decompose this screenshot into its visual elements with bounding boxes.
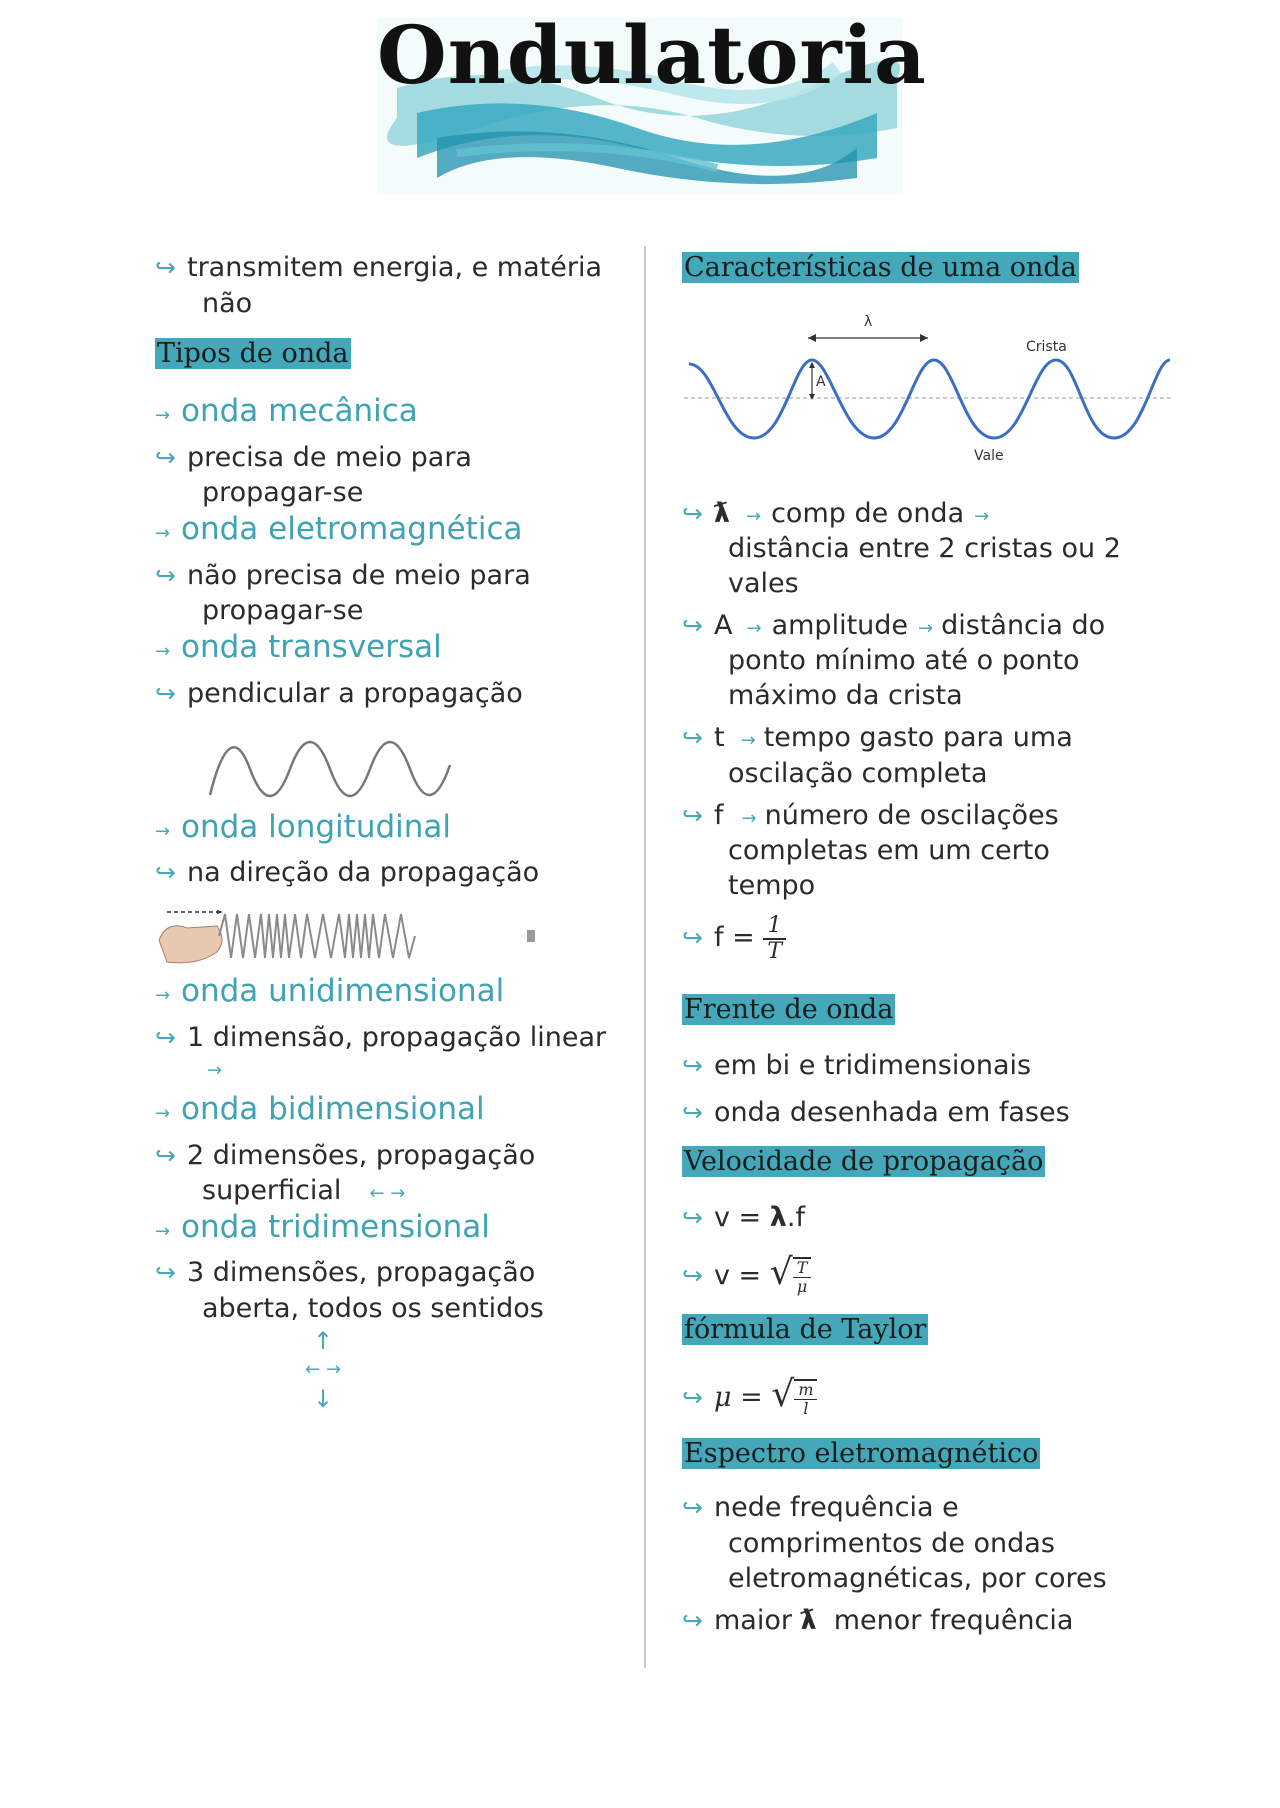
velocity-formula-2: ↪ v = √ $\frac{T}{\mu}$ xyxy=(682,1246,811,1303)
hook-arrow-icon: ↪ xyxy=(155,679,176,708)
mecanica-desc-2: propagar-se xyxy=(202,477,364,508)
longitudinal-spring-illustration xyxy=(157,900,537,968)
espectro-desc: ↪ nede frequência e xyxy=(682,1490,959,1526)
up-arrow-icon: ↑ xyxy=(312,1327,334,1355)
fraction: $\frac{1}{T}$ xyxy=(763,914,786,964)
uni-desc: ↪ 1 dimensão, propagação linear xyxy=(155,1020,606,1056)
frequency-formula: ↪ f = $\frac{1}{T}$ xyxy=(682,912,786,964)
caracteristicas-heading: Características de uma onda xyxy=(684,252,1077,283)
transversal-title: → onda transversal xyxy=(155,628,442,671)
arrow-icon: → xyxy=(741,808,757,829)
arrow-icon: → xyxy=(745,506,762,527)
arrow-icon: → xyxy=(155,821,171,842)
transversal-wave-illustration xyxy=(205,725,467,813)
arrow-icon: → xyxy=(746,618,762,639)
hook-arrow-icon: ↪ xyxy=(682,1261,703,1290)
velocity-formula-1: ↪ v = λ.f xyxy=(682,1200,805,1236)
mecanica-title: → onda mecânica xyxy=(155,392,418,435)
lambda-label: λ xyxy=(864,314,873,330)
tri-desc-2: aberta, todos os sentidos xyxy=(202,1293,544,1324)
arrow-icon: → xyxy=(155,405,171,426)
vale-label: Vale xyxy=(974,448,1004,464)
intro-line: ↪ transmitem energia, e matéria xyxy=(155,250,602,286)
frequency-def-3: tempo xyxy=(728,870,816,901)
eletro-title: → onda eletromagnética xyxy=(155,510,522,553)
arrow-icon: → xyxy=(974,506,990,527)
hook-arrow-icon: ↪ xyxy=(155,1141,176,1170)
frente-item: ↪ onda desenhada em fases xyxy=(682,1095,1070,1131)
left-right-arrow-icon: ← → xyxy=(305,1359,341,1380)
hook-arrow-icon: ↪ xyxy=(682,499,703,528)
transversal-desc: ↪ pendicular a propagação xyxy=(155,676,523,712)
arrow-icon: → xyxy=(155,1221,171,1242)
lambda-def-2: distância entre 2 cristas ou 2 xyxy=(728,533,1121,564)
tipos-heading: Tipos de onda xyxy=(157,338,349,369)
hook-arrow-icon: ↪ xyxy=(682,1493,703,1522)
hook-arrow-icon: ↪ xyxy=(155,561,176,590)
longitudinal-title: → onda longitudinal xyxy=(155,808,451,851)
left-right-arrow-icon: ← → xyxy=(369,1183,406,1204)
espectro-heading: Espectro eletromagnético xyxy=(684,1438,1039,1469)
tri-title: → onda tridimensional xyxy=(155,1208,490,1251)
amplitude-def: ↪ A → amplitude → distância do xyxy=(682,608,1105,647)
sqrt-icon: √ xyxy=(769,1252,793,1293)
taylor-heading: fórmula de Taylor xyxy=(684,1314,927,1345)
wave-characteristics-diagram xyxy=(684,306,1174,478)
page-title: Ondulatoria xyxy=(377,8,927,102)
fraction: $\frac{m}{l}$ xyxy=(794,1379,817,1418)
period-def: ↪ t → tempo gasto para uma xyxy=(682,720,1073,759)
frente-item: ↪ em bi e tridimensionais xyxy=(682,1048,1031,1084)
lambda-def: ↪ ƛ → comp de onda → xyxy=(682,496,989,535)
taylor-formula: ↪ μ = √ $\frac{m}{l}$ xyxy=(682,1368,817,1425)
hook-arrow-icon: ↪ xyxy=(155,858,176,887)
bi-desc-2: superficial ← → xyxy=(202,1175,406,1206)
hook-arrow-icon: ↪ xyxy=(682,1098,703,1127)
hook-arrow-icon: ↪ xyxy=(155,443,176,472)
hook-arrow-icon: ↪ xyxy=(682,611,703,640)
amplitude-def-3: máximo da crista xyxy=(728,680,963,711)
eletro-desc: ↪ não precisa de meio para xyxy=(155,558,531,594)
hook-arrow-icon: ↪ xyxy=(155,1258,176,1287)
hook-arrow-icon: ↪ xyxy=(682,723,703,752)
hook-arrow-icon: ↪ xyxy=(682,801,703,830)
hook-arrow-icon: ↪ xyxy=(682,1051,703,1080)
hook-arrow-icon: ↪ xyxy=(155,1023,176,1052)
hook-arrow-icon: ↪ xyxy=(682,1606,703,1635)
arrow-icon: → xyxy=(155,1103,171,1124)
arrow-icon: → xyxy=(155,523,171,544)
hook-arrow-icon: ↪ xyxy=(682,923,703,952)
velocidade-heading: Velocidade de propagação xyxy=(684,1146,1044,1177)
frequency-def-2: completas em um certo xyxy=(728,835,1050,866)
arrow-icon: → xyxy=(155,985,171,1006)
bi-desc: ↪ 2 dimensões, propagação xyxy=(155,1138,535,1174)
hook-arrow-icon: ↪ xyxy=(682,1383,703,1412)
tri-desc: ↪ 3 dimensões, propagação xyxy=(155,1255,535,1291)
espectro-desc-3: eletromagnéticas, por cores xyxy=(728,1563,1107,1594)
hook-arrow-icon: ↪ xyxy=(682,1203,703,1232)
mecanica-desc: ↪ precisa de meio para xyxy=(155,440,472,476)
period-def-2: oscilação completa xyxy=(728,758,988,789)
frente-heading: Frente de onda xyxy=(684,994,894,1025)
sqrt-icon: √ xyxy=(771,1374,795,1415)
arrow-icon: → xyxy=(155,641,171,662)
arrow-icon: → xyxy=(918,618,934,639)
amplitude-def-2: ponto mínimo até o ponto xyxy=(728,645,1080,676)
right-arrow-icon: → xyxy=(207,1060,223,1081)
longitudinal-desc: ↪ na direção da propagação xyxy=(155,855,539,891)
lambda-def-3: vales xyxy=(728,568,799,599)
eletro-desc-2: propagar-se xyxy=(202,595,364,626)
hook-arrow-icon: ↪ xyxy=(155,253,176,282)
amplitude-label: A xyxy=(816,374,826,390)
crista-label: Crista xyxy=(1026,339,1067,355)
fraction: $\frac{T}{\mu}$ xyxy=(793,1257,812,1296)
intro-line-2: não xyxy=(202,288,253,319)
frequency-def: ↪ f → número de oscilações xyxy=(682,798,1059,837)
arrow-icon: → xyxy=(740,730,756,751)
column-divider xyxy=(644,246,646,1668)
espectro-desc-2: comprimentos de ondas xyxy=(728,1528,1055,1559)
uni-title: → onda unidimensional xyxy=(155,972,504,1015)
espectro-last: ↪ maior ƛ menor frequência xyxy=(682,1603,1073,1639)
down-arrow-icon: ↓ xyxy=(312,1385,334,1413)
bi-title: → onda bidimensional xyxy=(155,1090,485,1133)
